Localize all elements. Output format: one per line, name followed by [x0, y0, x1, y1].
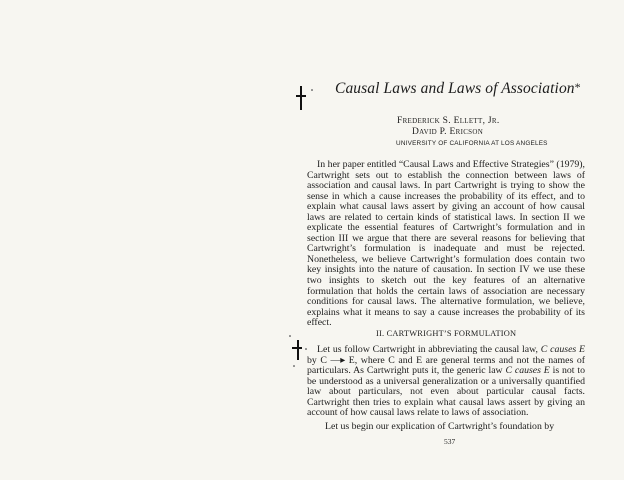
- margin-mark-bottom-tick: [292, 347, 302, 349]
- scan-speck: [311, 89, 313, 91]
- section-paragraph: [307, 345, 585, 419]
- margin-mark-top: [300, 86, 302, 110]
- text-run: is not to be understood as a universal generalization or a universally quantified law about particulars, not even about particular causal facts. Cartwright then tries to explain what causal laws assert by giving an account of how causal laws relate to laws of association.: [307, 365, 585, 419]
- intro-paragraph: In her paper entitled “Causal Laws and Effective Strategies” (1979), Cartwright sets out to establish the connection between laws of association and causal laws. In part Cartwright is trying to show the sense in which a cause increases the probability of its effect, and to explain what causal laws assert by giving an account of how causal laws are related to certain kinds of statistical laws. In section II we explicate the essential features of Cartwright’s formulation and in section III we argue that there are several reasons for believing that Cartwright’s formulation is inadequate and must be rejected. Nonetheless, we believe Cartwright’s formulation does contain two key insights into the nature of causation. In section IV we use these two insights to sketch out the key features of an alternative formulation that holds the certain laws of association are necessary conditions for causal laws. The alternative formulation, we believe, explains what it means to say a cause increases the probability of its effect.: [307, 159, 585, 329]
- text-run: Let us follow Cartwright in abbreviating the causal law,: [317, 344, 541, 355]
- section-heading: II. CARTWRIGHT’S FORMULATION: [376, 329, 517, 338]
- margin-mark-bottom: [297, 340, 299, 360]
- author-1: Frederick S. Ellett, Jr.: [397, 116, 500, 126]
- article-title: Causal Laws and Laws of Association: [335, 80, 575, 97]
- title-footnote-mark: *: [574, 80, 581, 94]
- affiliation: UNIVERSITY OF CALIFORNIA AT LOS ANGELES: [396, 140, 548, 147]
- author-2: David P. Ericson: [412, 127, 484, 137]
- italic-run: C causes E: [505, 365, 550, 377]
- text-run: by C —▸ E, where C and E are general terms and not the names of particulars. As Cartwright puts it, the generic law: [307, 354, 585, 377]
- page-number: 537: [444, 437, 456, 446]
- scan-speck: [293, 365, 295, 367]
- italic-run: C causes E: [540, 344, 585, 355]
- scan-speck: [289, 335, 291, 337]
- article-title-line: [335, 80, 595, 98]
- last-line: Let us begin our explication of Cartwright’s foundation by: [325, 421, 555, 432]
- margin-mark-top-tick: [296, 95, 306, 97]
